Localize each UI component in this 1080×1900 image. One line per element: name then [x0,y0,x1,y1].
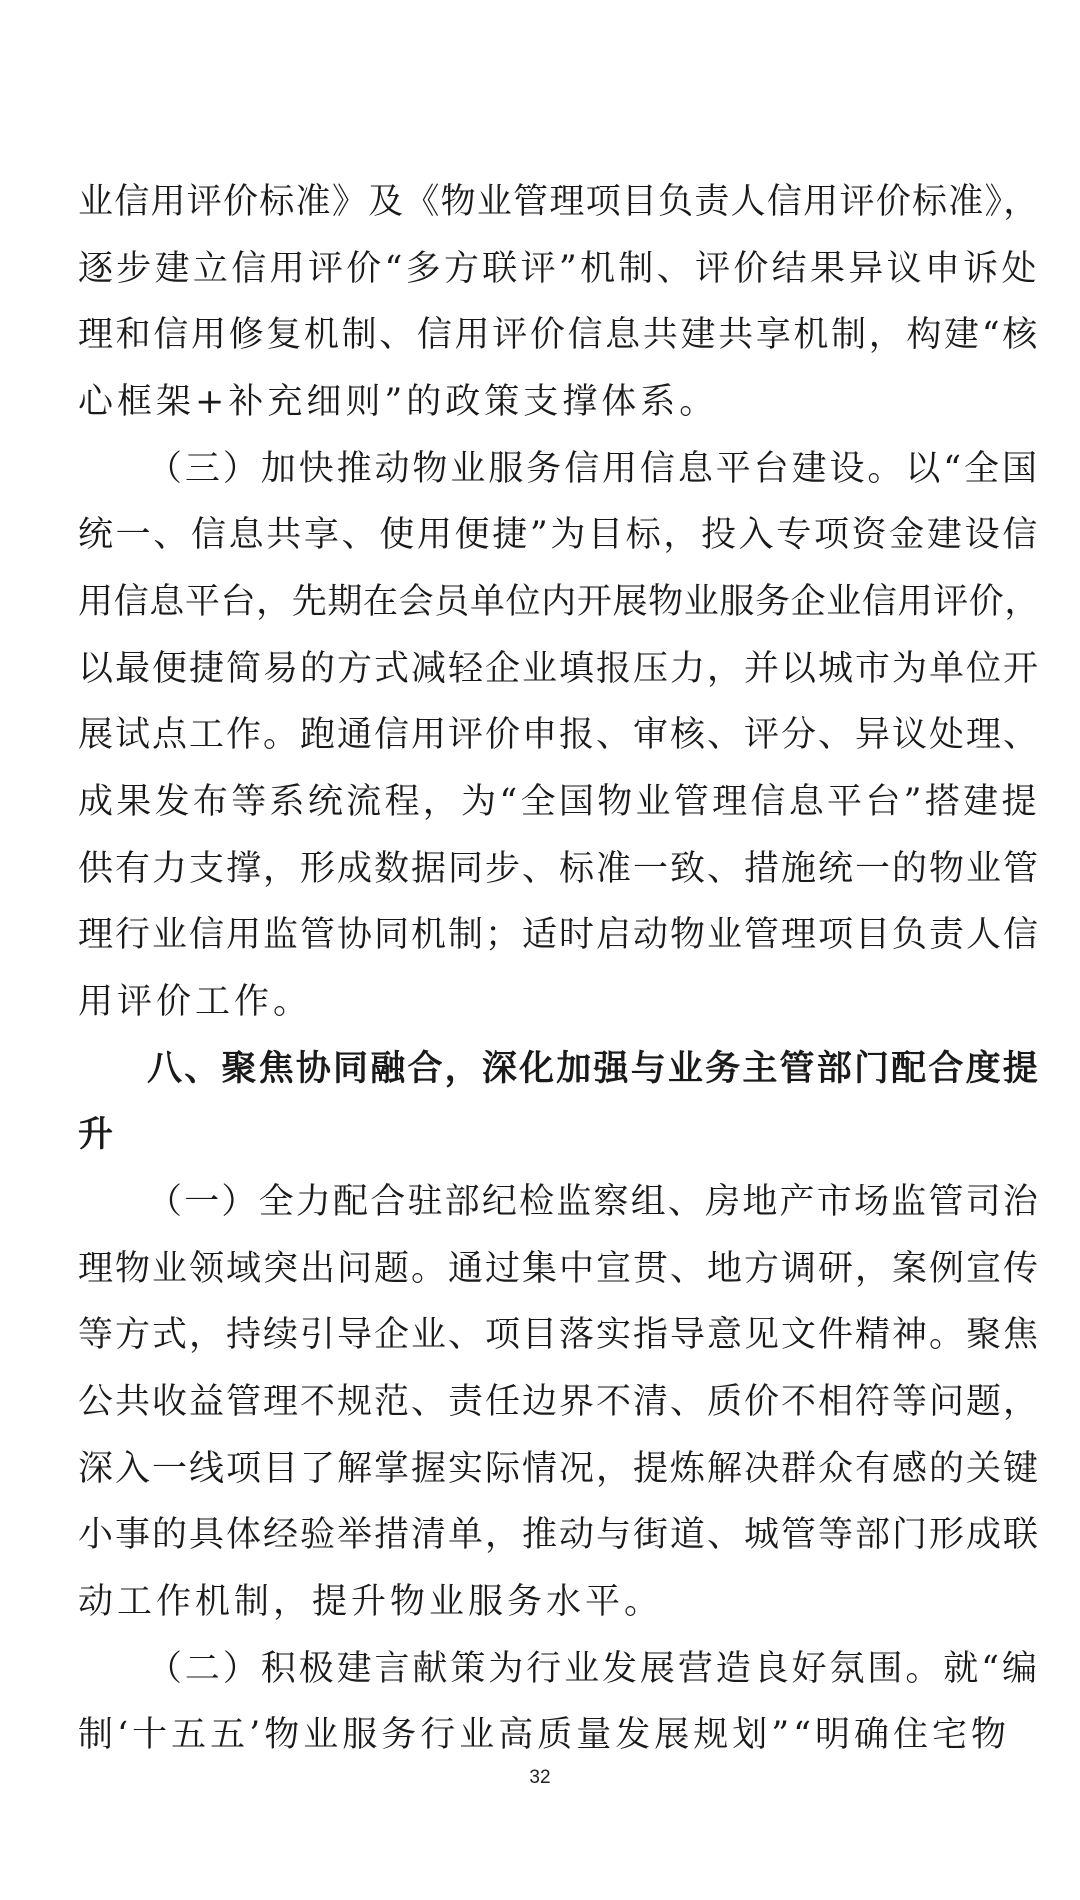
body-text-line: 逐步建立信用评价“多方联评”机制、评价结果异议申诉处 [78,249,1040,289]
section-heading-continued: 升 [78,1115,117,1155]
section-heading: 八、聚焦协同融合，深化加强与业务主管部门配合度提 [147,1049,1041,1089]
body-text-line: 深入一线项目了解掌握实际情况，提炼解决群众有感的关键 [78,1449,1041,1489]
body-text-line: 业信用评价标准》及《物业管理项目负责人信用评价标准》， [78,182,1040,222]
body-text-line: 用信息平台，先期在会员单位内开展物业服务企业信用评价， [78,582,1041,622]
body-text-line: 动工作机制，提升物业服务水平。 [78,1582,664,1622]
body-text-line: 心框架+补充细则”的政策支撑体系。 [78,382,719,422]
body-text-line: 用评价工作。 [78,982,313,1022]
body-text-line: 供有力支撑，形成数据同步、标准一致、措施统一的物业管 [78,849,1041,889]
body-text-line: 理和信用修复机制、信用评价信息共建共享机制，构建“核 [78,315,1040,355]
section-lead-line: （三）加快推动物业服务信用信息平台建设。以“全国 [147,449,1040,489]
body-text-line: 理行业信用监管协同机制；适时启动物业管理项目负责人信 [78,915,1041,955]
body-text-line: 小事的具体经验举措清单，推动与街道、城管等部门形成联 [78,1515,1041,1555]
body-text-line: 成果发布等系统流程，为“全国物业管理信息平台”搭建提 [78,782,1040,822]
body-text-line: 统一、信息共享、使用便捷”为目标，投入专项资金建设信 [78,515,1040,555]
body-text-line: 等方式，持续引导企业、项目落实指导意见文件精神。聚焦 [78,1315,1041,1355]
body-text-line: 展试点工作。跑通信用评价申报、审核、评分、异议处理、 [78,715,1041,755]
section-lead-line: （一）全力配合驻部纪检监察组、房地产市场监管司治 [147,1182,1041,1222]
body-text-line: 制‘十五五’物业服务行业高质量发展规划”“明确住宅物 [78,1715,1011,1755]
body-text-line: 公共收益管理不规范、责任边界不清、质价不相符等问题， [78,1382,1041,1422]
section-lead-line: （二）积极建言献策为行业发展营造良好氛围。就“编 [147,1649,1040,1689]
body-text-line: 以最便捷简易的方式减轻企业填报压力，并以城市为单位开 [78,649,1041,689]
body-text-line: 理物业领域突出问题。通过集中宣贯、地方调研，案例宣传 [78,1249,1041,1289]
page-number: 32 [529,1767,551,1788]
